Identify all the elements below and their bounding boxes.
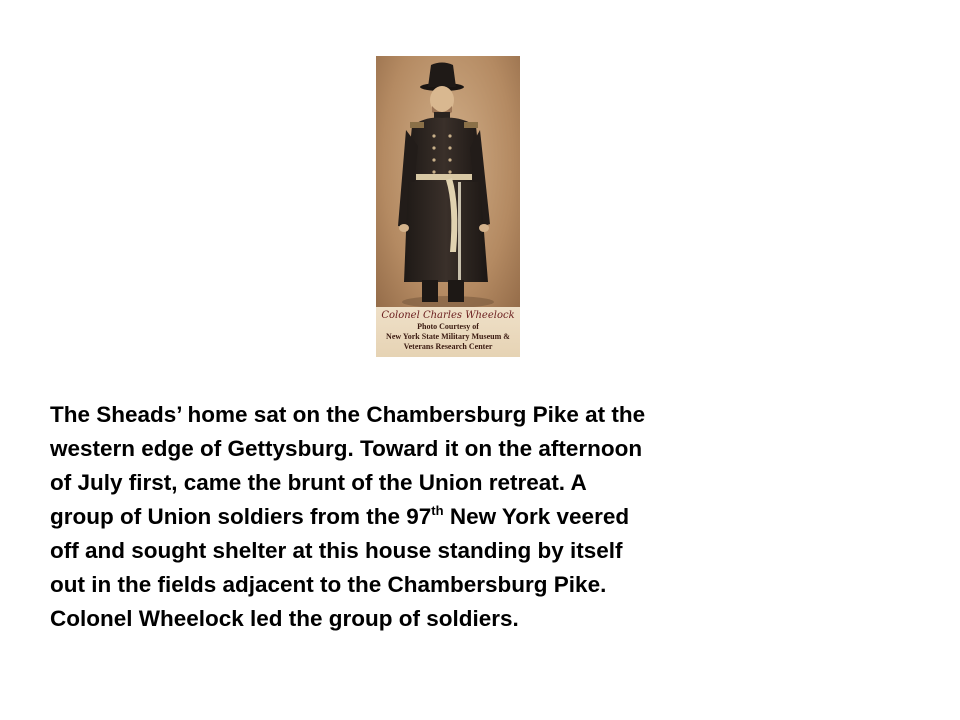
body-line-4-end: New York veered — [443, 504, 630, 529]
photo-caption — [376, 307, 520, 357]
body-line-3: of July first, came the brunt of the Union retreat. A — [50, 470, 587, 495]
body-line-5: off and sought shelter at this house standing by itself — [50, 538, 623, 563]
body-line-1: The Sheads’ home sat on the Chambersburg Pike at the — [50, 402, 646, 427]
portrait-photo — [376, 56, 520, 357]
ordinal-suffix: th — [431, 502, 444, 518]
caption-name: Colonel Charles Wheelock — [381, 310, 515, 321]
body-line-6: out in the fields adjacent to the Chambersburg Pike. — [50, 572, 607, 597]
caption-credit-line-1: Photo Courtesy of — [417, 322, 479, 331]
caption-credit-line-2: New York State Military Museum & — [386, 332, 510, 341]
body-paragraph — [50, 398, 910, 636]
body-line-7: Colonel Wheelock led the group of soldiers. — [50, 606, 519, 631]
caption-credit-line-3: Veterans Research Center — [403, 342, 493, 351]
body-line-4 — [50, 500, 910, 534]
body-line-2: western edge of Gettysburg. Toward it on the afternoon — [50, 436, 643, 461]
body-line-4-start: group of Union soldiers from the 97 — [50, 504, 432, 529]
